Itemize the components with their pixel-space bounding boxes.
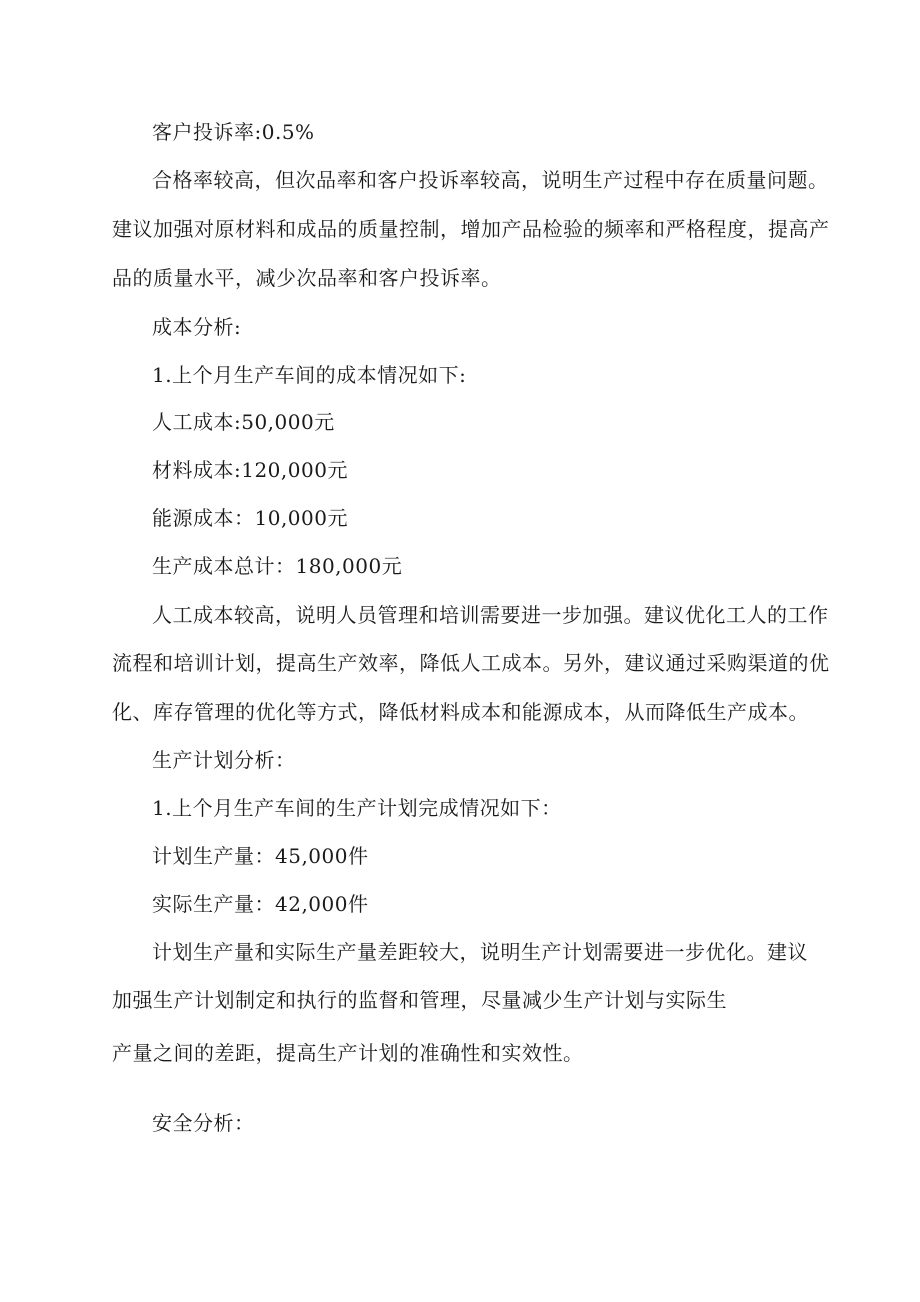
quality-complaint-rate: 客户投诉率:0.5%: [152, 120, 315, 144]
cost-heading: 成本分析:: [152, 315, 242, 339]
plan-analysis-line-2: 加强生产计划制定和执行的监督和管理，尽量减少生产计划与实际生: [112, 988, 727, 1012]
safety-heading: 安全分析：: [152, 1111, 255, 1135]
cost-analysis-line-3: 化、库存管理的优化等方式，降低材料成本和能源成本，从而降低生产成本。: [112, 700, 809, 724]
plan-planned: 计划生产量：45,000件: [152, 844, 369, 868]
quality-analysis-line-3: 品的质量水平，减少次品率和客户投诉率。: [112, 266, 502, 290]
cost-energy: 能源成本：10,000元: [152, 506, 348, 530]
cost-material: 材料成本:120,000元: [152, 458, 348, 482]
cost-total: 生产成本总计：180,000元: [152, 554, 403, 578]
plan-heading: 生产计划分析：: [152, 748, 296, 772]
quality-analysis-line-1: 合格率较高，但次品率和客户投诉率较高，说明生产过程中存在质量问题。: [152, 168, 829, 192]
plan-analysis-line-3: 产量之间的差距，提高生产计划的准确性和实效性。: [112, 1041, 584, 1065]
cost-analysis-line-1: 人工成本较高，说明人员管理和培训需要进一步加强。建议优化工人的工作: [152, 603, 829, 627]
plan-intro: 1.上个月生产车间的生产计划完成情况如下：: [152, 796, 562, 820]
quality-analysis-line-2: 建议加强对原材料和成品的质量控制，增加产品检验的频率和严格程度，提高产: [112, 217, 830, 241]
plan-actual: 实际生产量：42,000件: [152, 892, 369, 916]
cost-analysis-line-2: 流程和培训计划，提高生产效率，降低人工成本。另外，建议通过采购渠道的优: [112, 651, 830, 675]
cost-labor: 人工成本:50,000元: [152, 410, 335, 434]
plan-analysis-line-1: 计划生产量和实际生产量差距较大，说明生产计划需要进一步优化。建议: [152, 940, 808, 964]
cost-intro: 1.上个月生产车间的成本情况如下:: [152, 363, 467, 387]
